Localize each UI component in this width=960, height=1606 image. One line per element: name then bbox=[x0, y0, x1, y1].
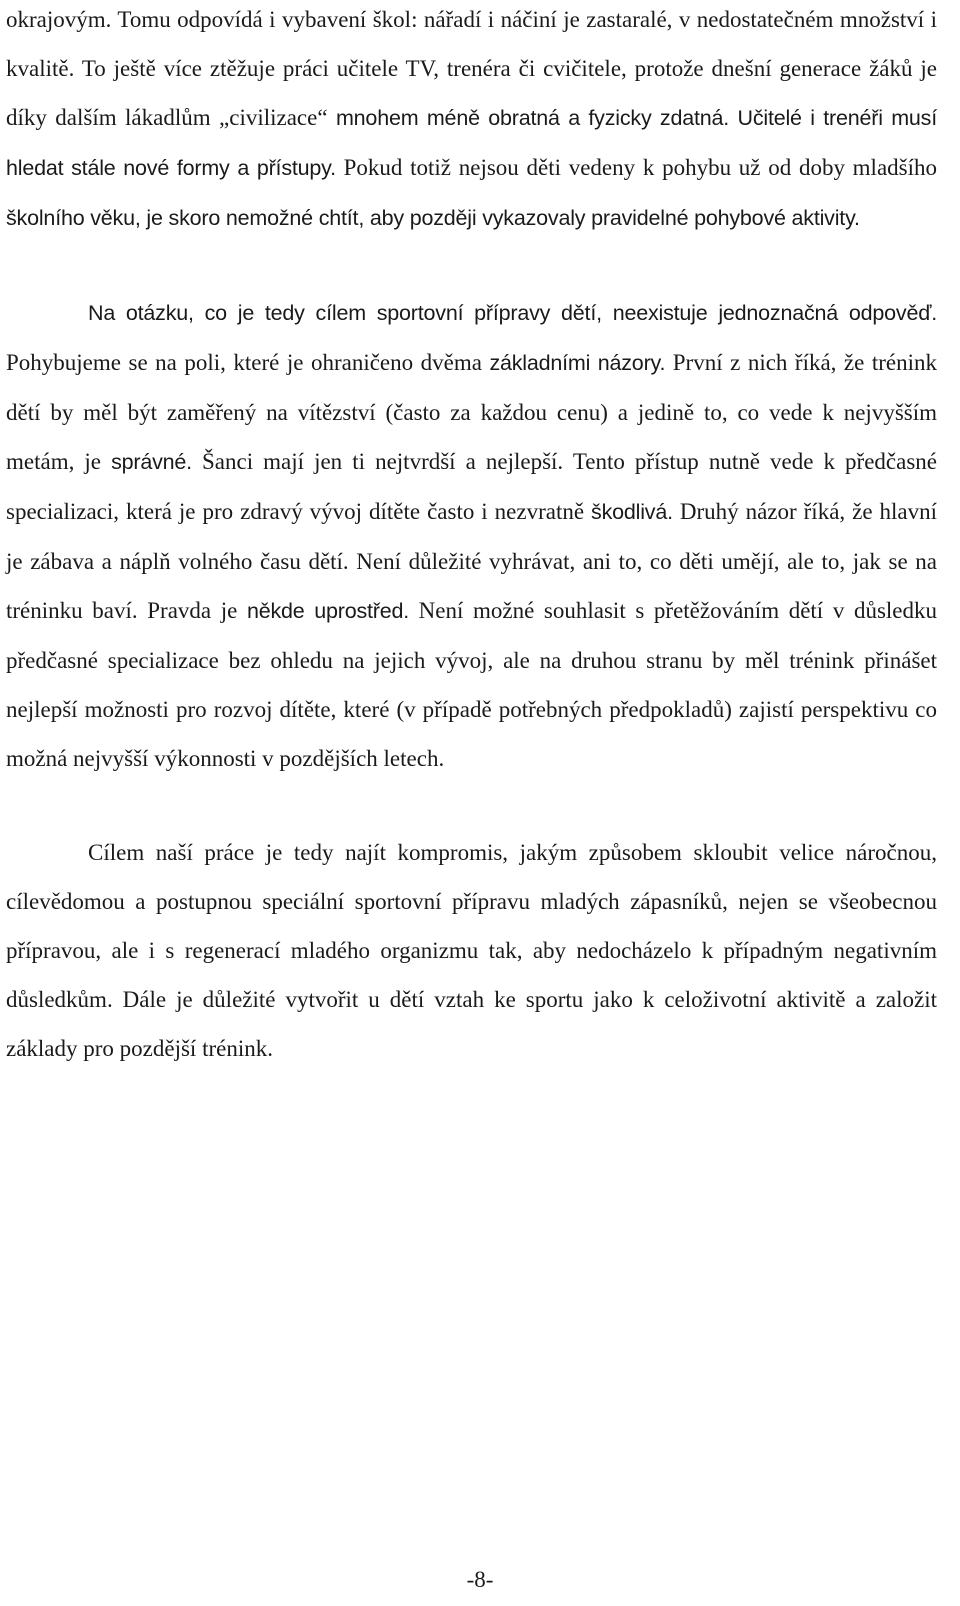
paragraph-2-serif-d: Druhý názor říká, že hlavní je zábava a náplň volného času dětí. Není důležité vyhrávat, ani to, co děti umějí, ale to, jak se na tréninku baví. Pravda je bbox=[6, 499, 937, 623]
paragraph-1-sans-a: mnohem méně obratná a fyzicky zdatná. Učitelé i trenéři musí hledat stále nové formy a přístupy. bbox=[6, 106, 938, 180]
paragraph-2-sans-e: někde uprostřed. bbox=[246, 599, 410, 623]
paragraph-2-serif-b: První z nich říká, že trénink dětí by měl být zaměřený na vítězství (často za každou cenu) a jedině to, co vede k nejvyšším metám, je bbox=[6, 350, 937, 474]
paragraph-2-sans-d: škodlivá. bbox=[591, 500, 673, 524]
paragraph-1-serif-a: okrajovým. Tomu odpovídá i vybavení škol: nářadí i náčiní je zastaralé, v nedostatečném množství i kvalitě. To ještě více ztěžuje práci učitele TV, trenéra či cvičitele, protože dnešní generace žáků je díky dalším lákadlům „civilizace“ bbox=[6, 7, 937, 130]
paragraph-1-sans-b: školního věku, je skoro nemožné chtít, aby později vykazovaly pravidelné pohybové aktivity. bbox=[6, 206, 860, 230]
paragraph-1 bbox=[6, 0, 937, 243]
paragraph-2-serif-e: Není možné souhlasit s přetěžováním dětí v důsledku předčasné specializace bez ohledu na jejich vývoj, ale na druhou stranu by měl trénink přinášet nejlepší možnosti pro rozvoj dítěte, které (v případě potřebných předpokladů) zajistí perspektivu co možná nejvyšší výkonnosti v pozdějších letech. bbox=[6, 598, 938, 771]
paragraph-1-serif-b: Pokud totiž nejsou děti vedeny k pohybu už od doby mladšího bbox=[335, 155, 937, 180]
paragraph-2-sans-a: Na otázku, co je tedy cílem sportovní přípravy dětí, neexistuje jednoznačná odpověď. bbox=[88, 301, 937, 325]
paragraph-2 bbox=[6, 288, 937, 783]
paragraph-3: Cílem naší práce je tedy najít kompromis, jakým způsobem skloubit velice náročnou, cílevědomou a postupnou speciální sportovní přípravu mladých zápasníků, nejen se všeobecnou přípravou, ale i s regenerací mladého organizmu tak, aby nedocházelo k případným negativním důsledkům. Dále je důležité vytvořit u dětí vztah ke sportu jako k celoživotní aktivitě a založit základy pro pozdější trénink. bbox=[6, 840, 937, 1061]
paragraph-2-serif-c: Šanci mají jen ti nejtvrdší a nejlepší. Tento přístup nutně vede k předčasné specializaci, která je pro zdravý vývoj dítěte často i nezvratně bbox=[6, 449, 938, 524]
document-page bbox=[6, 0, 937, 1073]
page-number: -8- bbox=[466, 1567, 494, 1592]
paragraph-2-sans-b: základními názory. bbox=[489, 351, 666, 375]
paragraph-2-serif-a: Pohybujeme se na poli, které je ohraničeno dvěma bbox=[6, 350, 490, 375]
paragraph-2-sans-c: správné. bbox=[111, 450, 192, 474]
